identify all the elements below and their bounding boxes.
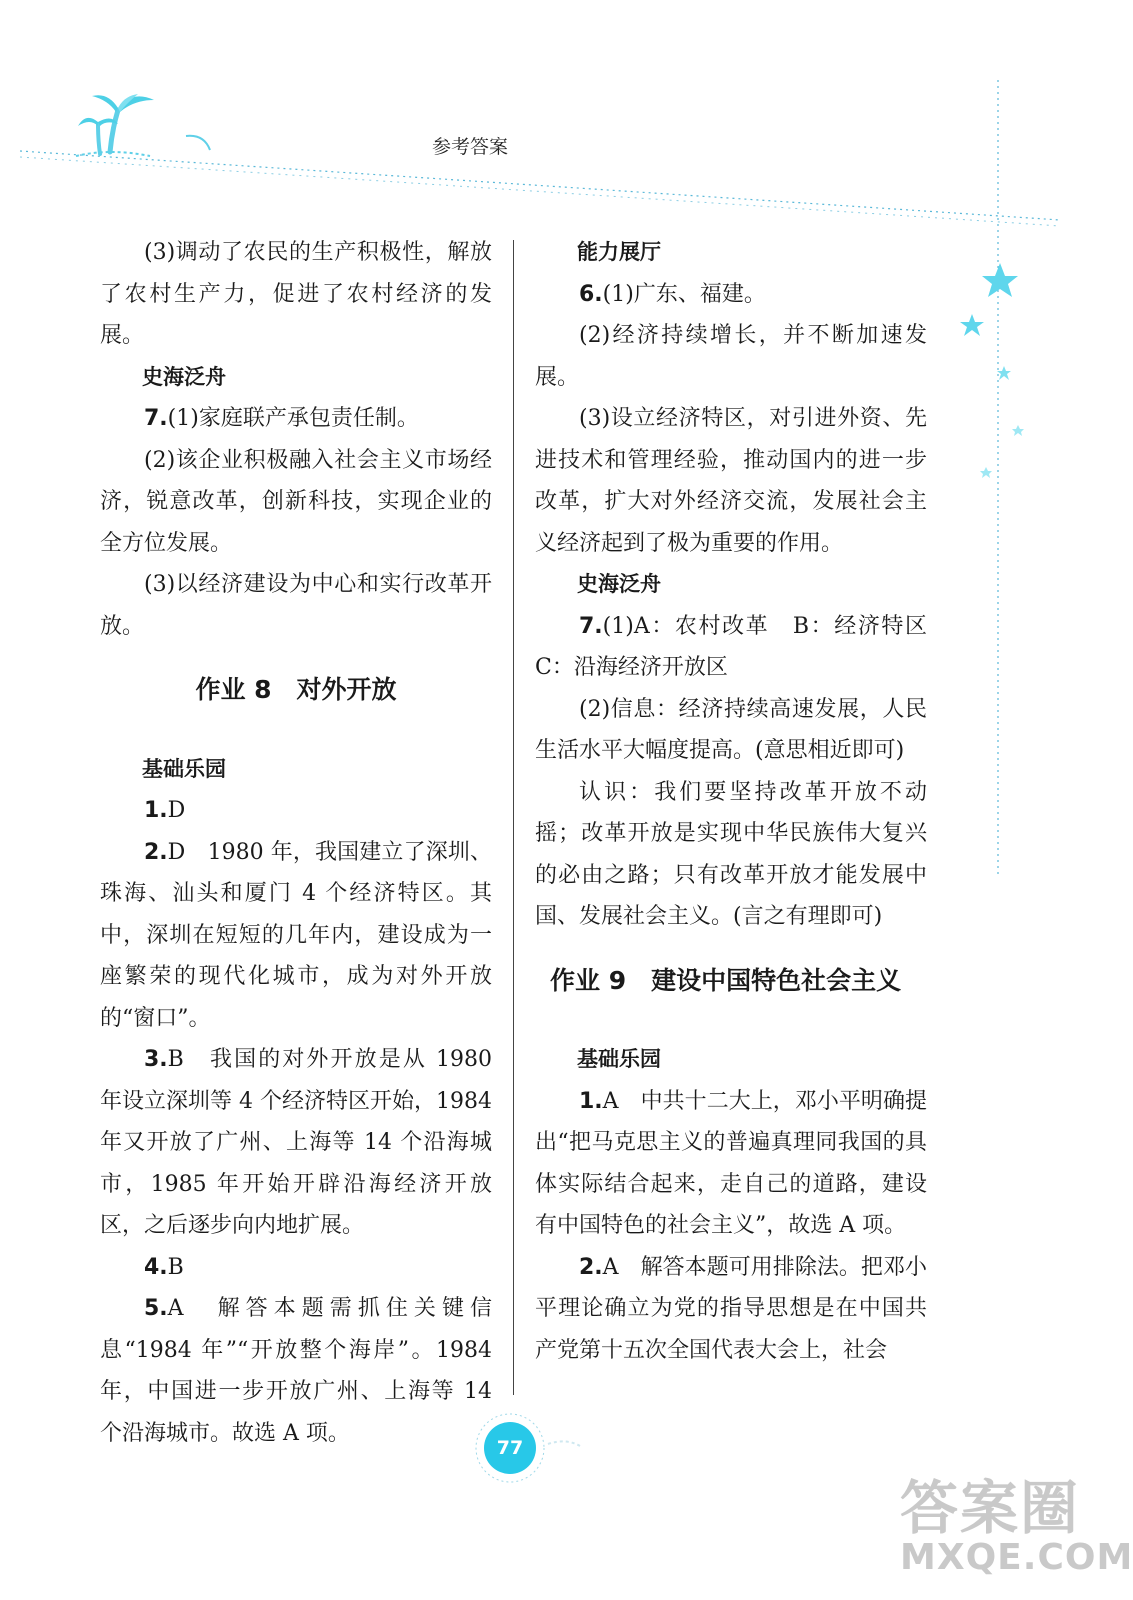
answer-paragraph: (3)设立经济特区，对引进外资、先进技术和管理经验，推动国内的进一步改革，扩大对外经济交流，发展社会主义经济起到了极为重要的作用。 bbox=[535, 406, 927, 556]
answer-text: (1)A：农村改革 B：经济特区 C：沿海经济开放区 bbox=[535, 613, 950, 680]
chapter-heading: 作业 9 建设中国特色社会主义 bbox=[550, 965, 902, 995]
answer-number: 1. bbox=[144, 798, 168, 823]
answer-paragraph: (2)信息：经济持续高速发展，人民生活水平大幅度提高。(意思相近即可) bbox=[535, 696, 927, 763]
answer-number: 2. bbox=[579, 1254, 603, 1280]
watermark-logo bbox=[900, 1474, 1133, 1578]
answer-text: D bbox=[167, 798, 186, 823]
answer-item bbox=[100, 1247, 492, 1289]
page-number: 77 bbox=[484, 1422, 536, 1474]
answer-number: 2. bbox=[144, 839, 168, 865]
answer-number: 7. bbox=[579, 613, 603, 639]
answer-item bbox=[100, 790, 492, 832]
answer-item bbox=[100, 1288, 492, 1454]
section-heading: 史海泛舟 bbox=[577, 572, 661, 596]
answer-item bbox=[535, 1247, 927, 1372]
answer-item bbox=[535, 274, 927, 316]
answer-paragraph: (3)调动了农民的生产积极性，解放了农村生产力，促进了农村经济的发展。 bbox=[100, 240, 492, 348]
section-heading: 基础乐园 bbox=[142, 756, 226, 781]
answer-text: A 中共十二大上，邓小平明确提出“把马克思主义的普遍真理同我国的具体实际结合起来，走自己的道路，建设有中国特色的社会主义”，故选 A 项。 bbox=[535, 1088, 927, 1238]
answer-item bbox=[535, 1081, 927, 1247]
section-heading: 基础乐园 bbox=[577, 1047, 661, 1071]
answer-paragraph: (2)经济持续增长，并不断加速发展。 bbox=[535, 323, 927, 390]
right-column bbox=[535, 232, 950, 1371]
answer-item bbox=[100, 832, 492, 1040]
answer-text: D 1980 年，我国建立了深圳、珠海、汕头和厦门 4 个经济特区。其中，深圳在短短的几年内，建设成为一座繁荣的现代化城市，成为对外开放的“窗口”。 bbox=[100, 839, 492, 1031]
answer-text: A 解答本题需抓住关键信息“1984 年”“开放整个海岸”。1984 年，中国进一步开放广州、上海等 14 个沿海城市。故选 A 项。 bbox=[100, 1296, 492, 1446]
answer-text: B 我国的对外开放是从 1980 年设立深圳等 4 个经济特区开始，1984 年又开放了广州、上海等 14 个沿海城市，1985 年开始开辟沿海经济开放区，之后逐步向内地扩展。 bbox=[100, 1047, 492, 1238]
answer-number: 3. bbox=[144, 1047, 168, 1072]
answer-item bbox=[100, 398, 492, 440]
answer-item bbox=[100, 1039, 492, 1247]
answer-text: A 解答本题可用排除法。把邓小平理论确立为党的指导思想是在中国共产党第十五次全国代表大会上，社会 bbox=[535, 1254, 927, 1363]
section-heading: 史海泛舟 bbox=[142, 364, 226, 389]
answer-number: 6. bbox=[579, 281, 603, 307]
answer-text: B bbox=[167, 1254, 184, 1280]
left-column bbox=[100, 232, 492, 1454]
answer-paragraph: (2)该企业积极融入社会主义市场经济，锐意改革，创新科技，实现企业的全方位发展。 bbox=[100, 447, 492, 556]
answer-number: 1. bbox=[579, 1088, 603, 1114]
answer-paragraph: 认识：我们要坚持改革开放不动摇；改革开放是实现中华民族伟大复兴的必由之路；只有改革开放才能发展中国、发展社会主义。(言之有理即可) bbox=[535, 779, 927, 929]
column-divider bbox=[513, 240, 514, 1395]
answer-text: (1)广东、福建。 bbox=[602, 281, 766, 307]
answer-paragraph: (3)以经济建设为中心和实行改革开放。 bbox=[100, 572, 492, 639]
watermark-url: MXQE.COM bbox=[900, 1537, 1133, 1578]
palm-tree-logo bbox=[0, 0, 1092, 230]
watermark-logo-text: 答案圈 bbox=[900, 1474, 1081, 1542]
chapter-heading: 作业 8 对外开放 bbox=[195, 675, 397, 704]
answer-text: (1)家庭联产承包责任制。 bbox=[167, 406, 419, 431]
answer-number: 4. bbox=[144, 1254, 168, 1280]
answer-number: 7. bbox=[144, 406, 168, 431]
answer-number: 5. bbox=[144, 1296, 168, 1321]
section-heading: 能力展厅 bbox=[577, 240, 661, 264]
star-decoration bbox=[960, 80, 1040, 880]
answer-item bbox=[535, 606, 950, 689]
page-header-title: 参考答案 bbox=[431, 136, 508, 158]
